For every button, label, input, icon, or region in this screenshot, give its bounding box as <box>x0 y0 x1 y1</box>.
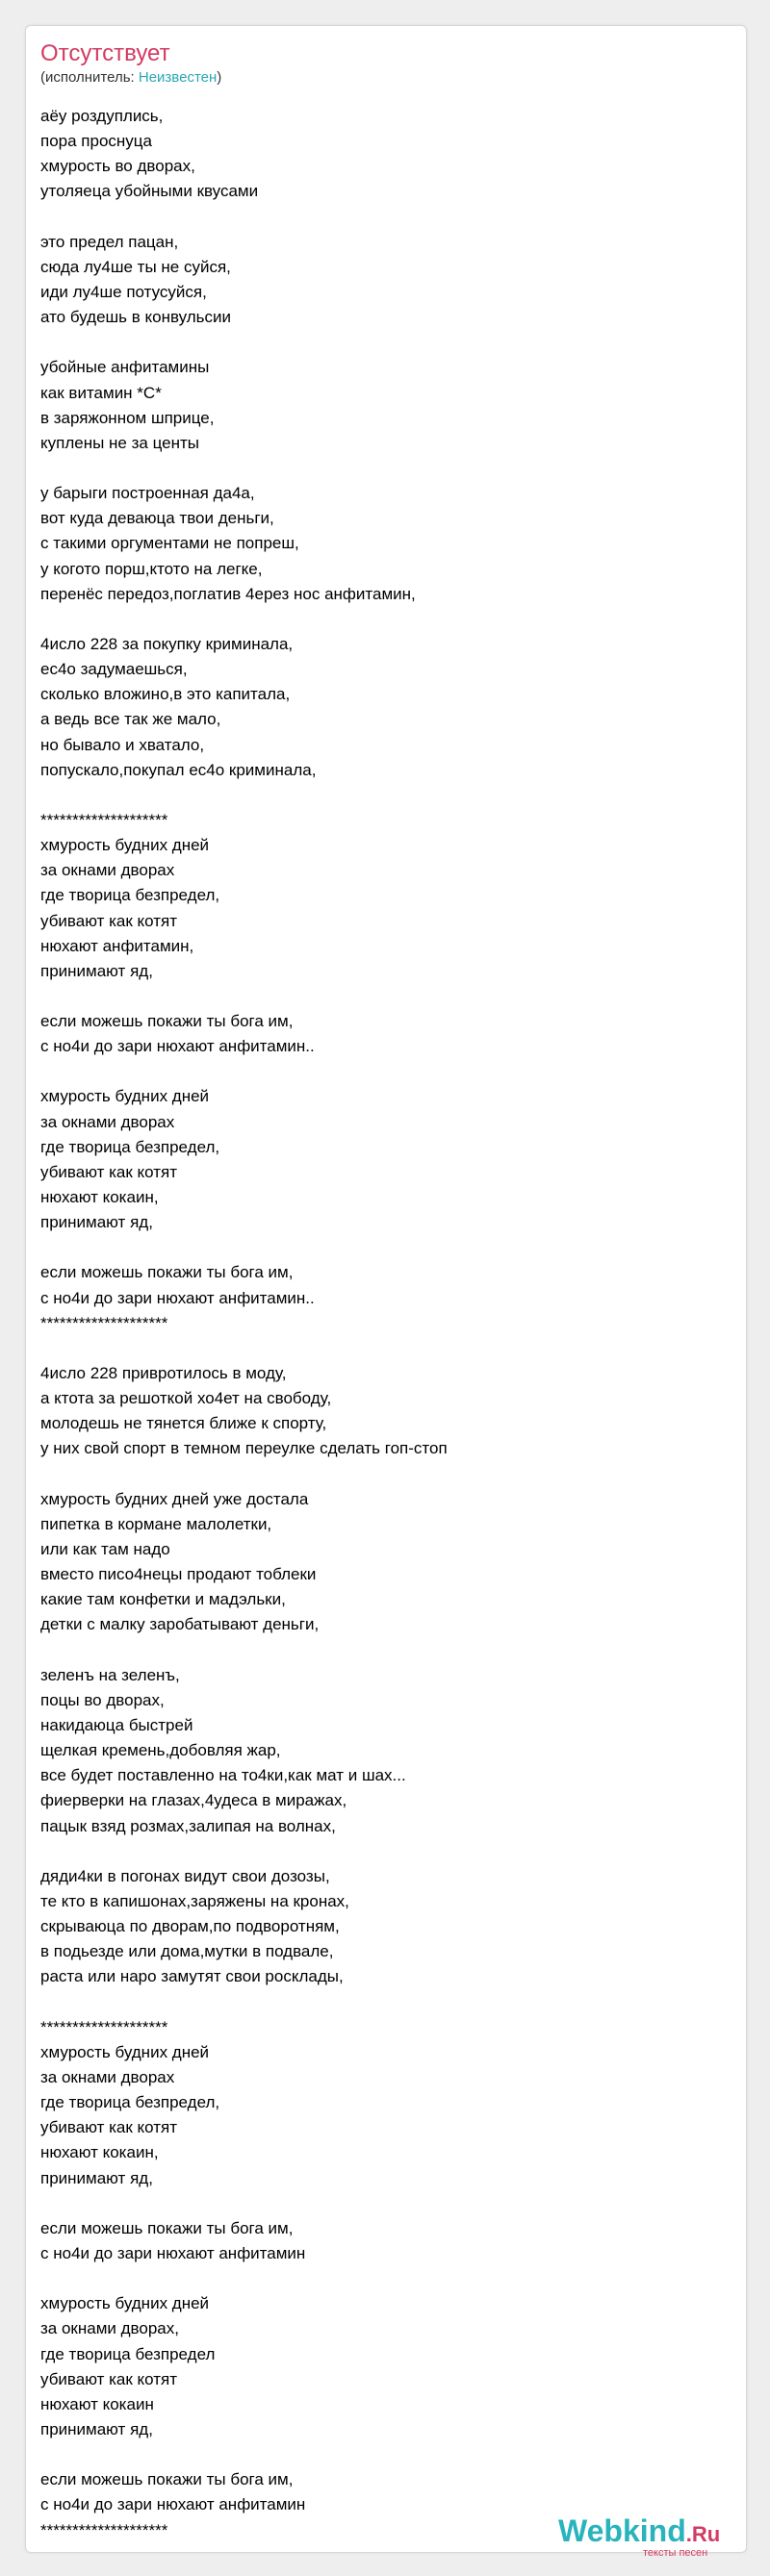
lyric-line: за окнами дворах <box>40 2067 175 2086</box>
lyric-line: если можешь покажи ты бога им, <box>40 2470 294 2489</box>
lyric-line: у них свой спорт в темном переулке сделать гоп-стоп <box>40 1439 448 1458</box>
lyric-line: вместо писо4нецы продают тоблеки <box>40 1565 317 1584</box>
lyric-line: куплены не за центы <box>40 433 199 452</box>
lyric-line: где творица безпредел, <box>40 2093 220 2112</box>
stanza-gap <box>40 2191 714 2216</box>
stanza-gap <box>40 984 714 1009</box>
lyric-line: с но4и до зари нюхают анфитамин.. <box>40 1288 315 1307</box>
lyric-line: нюхают кокаин, <box>40 1188 159 1207</box>
lyric-line: с такими оргументами не попреш, <box>40 534 299 553</box>
lyric-line: вот куда деваюца твои деньги, <box>40 509 274 528</box>
song-title: Отсутствует <box>40 40 170 66</box>
stanza-gap <box>40 456 714 481</box>
stanza-gap <box>40 1990 714 2015</box>
lyric-line: за окнами дворах <box>40 861 175 880</box>
lyric-line: зеленъ на зеленъ, <box>40 1665 180 1684</box>
stanza-gap <box>40 2442 714 2467</box>
stanza-gap <box>40 607 714 632</box>
lyric-line: хмурость будних дней <box>40 2042 210 2061</box>
lyric-line: за окнами дворах, <box>40 2319 179 2338</box>
lyric-line: убивают как котят <box>40 2118 178 2137</box>
lyric-line: а ктота за решоткой хо4ет на свободу, <box>40 1389 332 1408</box>
lyric-line: как витамин *С* <box>40 383 162 402</box>
lyric-line: 4исло 228 привротилось в моду, <box>40 1364 287 1383</box>
logo-wordmark: Webkind.Ru <box>558 2513 721 2548</box>
lyric-line: щелкая кремень,добовляя жар, <box>40 1741 281 1760</box>
lyric-line: в подьезде или дома,мутки в подвале, <box>40 1942 334 1961</box>
lyric-line: попускало,покупал ес4о криминала, <box>40 760 317 779</box>
lyric-line: принимают яд, <box>40 1213 153 1232</box>
lyric-line: нюхают кокаин <box>40 2394 154 2413</box>
lyric-line: если можешь покажи ты бога им, <box>40 1012 294 1031</box>
lyric-line: поцы во дворах, <box>40 1690 165 1709</box>
lyric-line: иди лу4ше потусуйся, <box>40 282 207 301</box>
lyric-line: или как там надо <box>40 1540 170 1559</box>
artist-link[interactable]: Неизвестен <box>138 69 218 86</box>
lyric-line: сюда лу4ше ты не суйся, <box>40 257 231 276</box>
lyric-line: скрываюца по дворам,по подворотням, <box>40 1917 340 1936</box>
lyric-line: хмурость будних дней уже достала <box>40 1489 309 1508</box>
lyric-line: нюхают кокаин, <box>40 2143 159 2162</box>
stanza-gap <box>40 1638 714 1663</box>
lyric-line: пацык взяд розмах,залипая на волнах, <box>40 1816 336 1835</box>
stanza-gap <box>40 783 714 808</box>
lyric-line: раста или наро замутят свои росклады, <box>40 1967 344 1986</box>
stanza-gap <box>40 1235 714 1260</box>
lyric-line: принимают яд, <box>40 2419 153 2438</box>
lyric-line: убивают как котят <box>40 2369 178 2388</box>
webkind-logo[interactable] <box>558 2514 732 2559</box>
lyric-line: хмурость будних дней <box>40 1087 210 1106</box>
lyric-line: в заряжонном шприце, <box>40 408 215 427</box>
lyric-line: накидаюца быстрей <box>40 1716 193 1734</box>
lyric-line: где творица безпредел, <box>40 1137 220 1156</box>
lyric-line: 4исло 228 за покупку криминала, <box>40 634 294 653</box>
lyric-line: дяди4ки в погонах видут свои дозозы, <box>40 1866 330 1885</box>
lyric-line: хмурость будних дней <box>40 2294 210 2313</box>
lyric-line: какие там конфетки и мадэльки, <box>40 1590 286 1609</box>
lyric-line: фиерверки на глазах,4удеса в миражах, <box>40 1791 347 1810</box>
lyric-line: принимают яд, <box>40 961 153 980</box>
logo-tagline: тексты песен <box>643 2547 708 2559</box>
stanza-gap <box>40 205 714 230</box>
lyric-line: если можешь покажи ты бога им, <box>40 1263 294 1282</box>
lyric-line: детки с малку заробатывают деньги, <box>40 1615 320 1634</box>
lyric-line: ******************** <box>40 2017 168 2036</box>
lyric-line: перенёс передоз,поглатив 4ерез нос анфитамин, <box>40 584 416 603</box>
artist-line <box>40 69 221 87</box>
lyric-line: а ведь все так же мало, <box>40 710 221 729</box>
lyric-line: ******************** <box>40 2520 168 2539</box>
stanza-gap <box>40 2266 714 2291</box>
stanza-gap <box>40 330 714 355</box>
lyric-line: молодешь не тянется ближе к спорту, <box>40 1414 327 1433</box>
lyric-line: с но4и до зари нюхают анфитамин <box>40 2495 306 2514</box>
lyric-line: убивают как котят <box>40 911 178 930</box>
lyric-line: за окнами дворах <box>40 1112 175 1131</box>
lyric-line: сколько вложино,в это капитала, <box>40 685 291 704</box>
lyric-line: аёу роздуплись, <box>40 107 164 125</box>
lyric-line: где творица безпредел, <box>40 886 220 905</box>
lyric-line: хмурость во дворах, <box>40 157 195 176</box>
lyric-line: те кто в капишонах,заряжены на кронах, <box>40 1891 349 1910</box>
lyric-line: убойные анфитамины <box>40 358 210 377</box>
lyric-line: убивают как котят <box>40 1162 178 1181</box>
lyric-line: пипетка в кормане малолетки, <box>40 1514 272 1533</box>
lyric-line: ******************** <box>40 1313 168 1332</box>
artist-suffix: ) <box>217 69 222 86</box>
lyric-line: с но4и до зари нюхают анфитамин.. <box>40 1037 315 1056</box>
lyric-line: где творица безпредел <box>40 2344 216 2363</box>
lyric-line: у когото порш,ктото на легке, <box>40 559 263 578</box>
stanza-gap <box>40 1059 714 1084</box>
lyric-line: утоляеца убойными квусами <box>40 182 259 201</box>
lyric-line: все будет поставленно на то4ки,как мат и шах... <box>40 1766 406 1785</box>
lyric-line: с но4и до зари нюхают анфитамин <box>40 2243 306 2262</box>
lyric-line: если можешь покажи ты бога им, <box>40 2218 294 2237</box>
lyrics-text <box>40 104 714 2543</box>
lyric-line: ес4о задумаешься, <box>40 660 188 679</box>
lyric-line: хмурость будних дней <box>40 836 210 855</box>
lyric-line: ато будешь в конвульсии <box>40 308 232 327</box>
lyric-line: нюхают анфитамин, <box>40 936 194 955</box>
stanza-gap <box>40 1462 714 1487</box>
lyric-line: но бывало и хватало, <box>40 735 205 754</box>
stanza-gap <box>40 1336 714 1361</box>
lyric-line: ******************** <box>40 810 168 829</box>
stanza-gap <box>40 1839 714 1864</box>
lyric-line: принимают яд, <box>40 2168 153 2187</box>
artist-prefix: (исполнитель: <box>40 69 139 86</box>
lyric-line: у барыги построенная да4а, <box>40 484 255 503</box>
lyric-line: это предел пацан, <box>40 232 179 251</box>
lyric-line: пора проснуца <box>40 132 152 151</box>
